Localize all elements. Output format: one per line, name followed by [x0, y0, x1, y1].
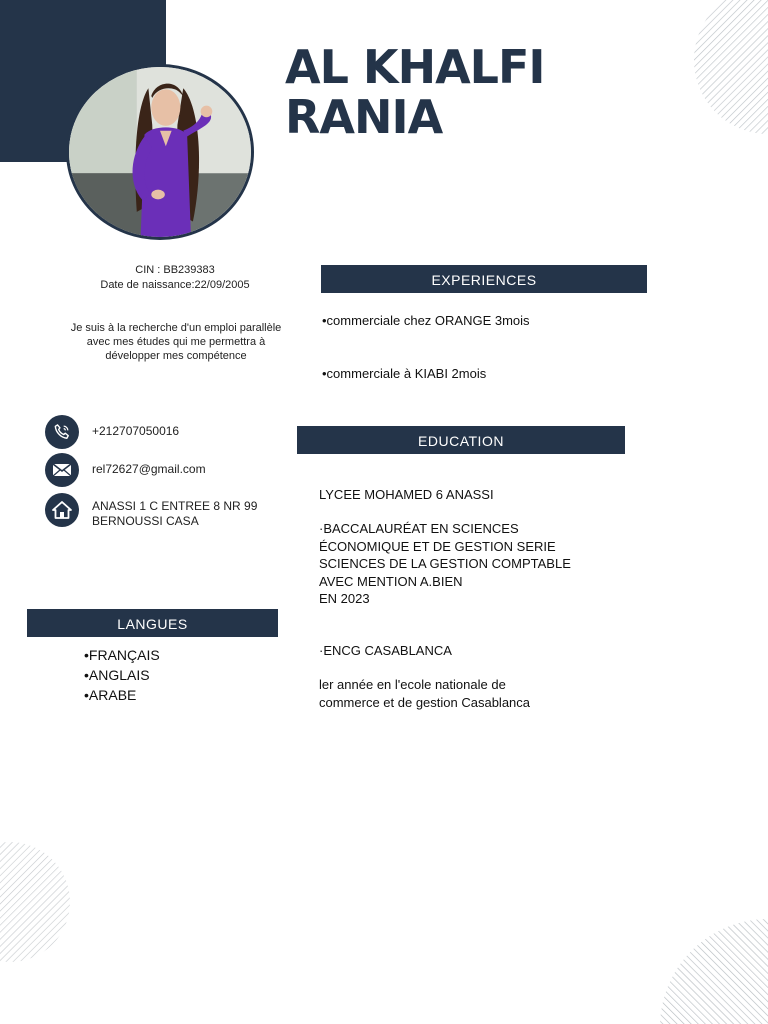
name-line-1: AL KHALFI [285, 40, 545, 94]
experience-item: •commerciale chez ORANGE 3mois [322, 313, 530, 328]
education-year-block [319, 676, 530, 711]
full-name [285, 42, 545, 142]
phone-number: +212707050016 [92, 424, 180, 438]
identity-block [60, 263, 290, 293]
bac-line-4: AVEC MENTION A.BIEN [319, 573, 463, 589]
contact-address [45, 493, 257, 529]
name-line-2: RANIA [285, 90, 443, 144]
experiences-heading: EXPERIENCES [321, 265, 647, 293]
education-bac-block [319, 520, 571, 608]
education-heading: EDUCATION [297, 426, 625, 454]
experience-item: •commerciale à KIABI 2mois [322, 366, 487, 381]
address-line-1: ANASSI 1 C ENTREE 8 NR 99 [92, 499, 258, 513]
bac-line-1: ·BACCALAURÉAT EN SCIENCES [319, 521, 519, 536]
address-line-2: BERNOUSSI CASA [92, 514, 199, 528]
contact-phone [45, 415, 179, 449]
education-school-2: ·ENCG CASABLANCA [319, 643, 452, 658]
email-address: rel72627@gmail.com [92, 462, 206, 476]
bac-line-5: EN 2023 [319, 591, 370, 606]
language-item: •FRANÇAIS [84, 647, 160, 663]
hatched-circle-bottom-right [610, 915, 768, 1024]
language-item: •ARABE [84, 687, 137, 703]
education-school-1: LYCEE MOHAMED 6 ANASSI [319, 487, 494, 502]
year-line-1: ler année en l'ecole nationale de [319, 677, 506, 692]
language-item: •ANGLAIS [84, 667, 150, 683]
profile-photo [66, 64, 254, 240]
cin-text: CIN : BB239383 [135, 264, 215, 276]
contact-email [45, 453, 206, 487]
phone-icon [45, 415, 79, 449]
about-text: Je suis à la recherche d'un emploi parallèle avec mes études qui me permettra à développer mes compétence [70, 322, 282, 362]
languages-heading: LANGUES [27, 609, 278, 637]
envelope-icon [45, 453, 79, 487]
hatched-circle-top-right [690, 0, 768, 138]
address-text [92, 493, 257, 529]
bac-line-2: ÉCONOMIQUE ET DE GESTION SERIE [319, 538, 556, 554]
languages-list [84, 645, 160, 705]
hatched-circle-bottom-left [0, 840, 75, 965]
birth-date-text: Date de naissance:22/09/2005 [100, 279, 250, 291]
bac-line-3: SCIENCES DE LA GESTION COMPTABLE [319, 556, 571, 571]
home-icon [45, 493, 79, 527]
year-line-2: commerce et de gestion Casablanca [319, 694, 531, 710]
